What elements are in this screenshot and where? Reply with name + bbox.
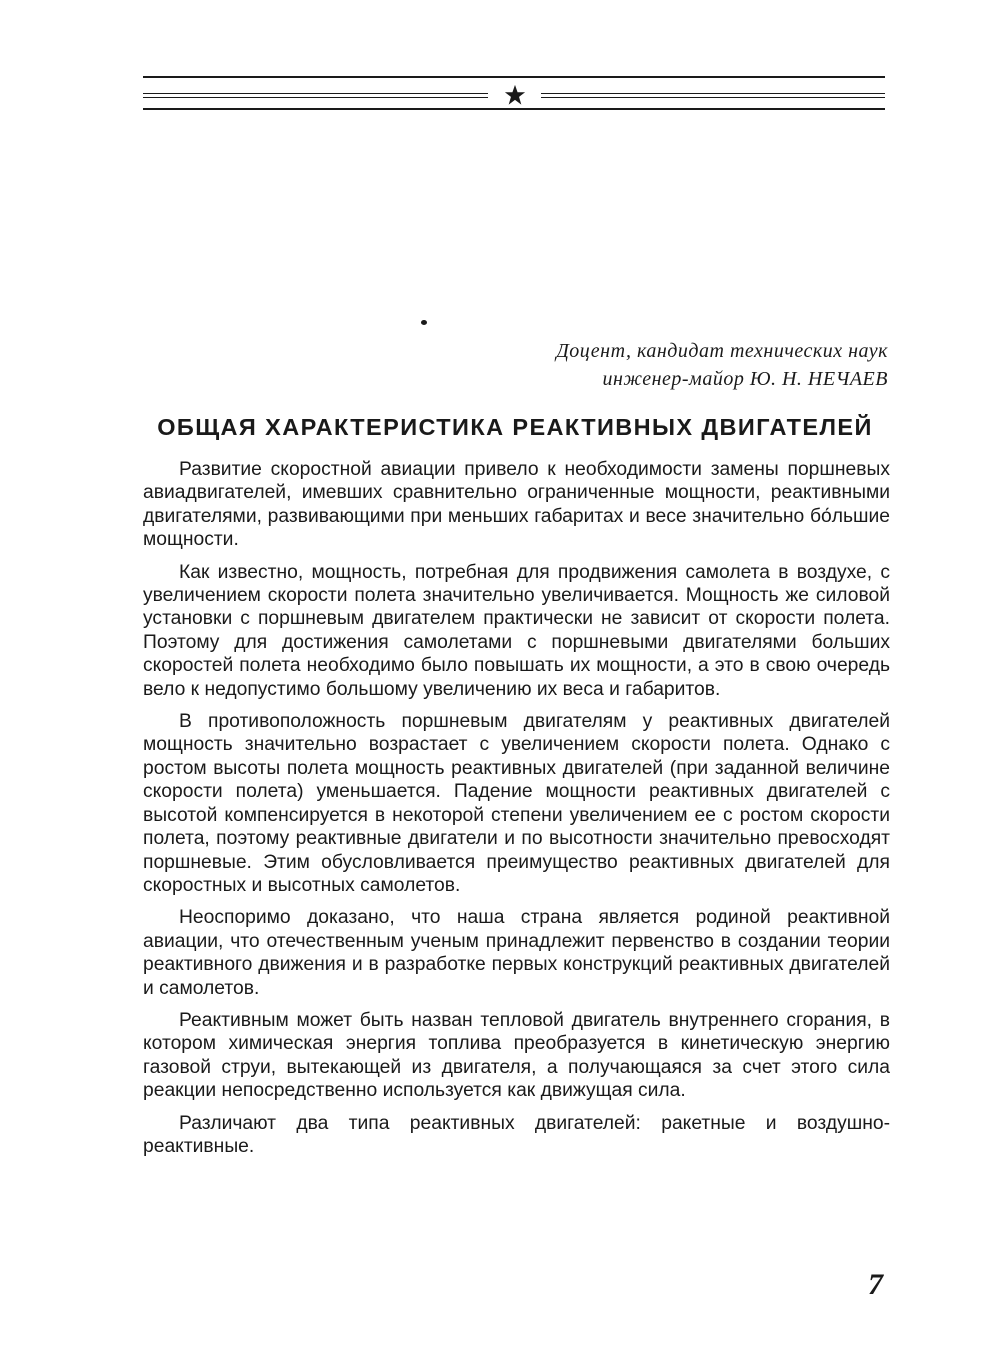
ornament-rule-bottom xyxy=(143,108,885,110)
author-credentials: Доцент, кандидат технических наук xyxy=(556,340,888,362)
ornament-rule-left-lower xyxy=(143,97,488,98)
header-ornament xyxy=(143,74,885,114)
article-title: ОБЩАЯ ХАРАКТЕРИСТИКА РЕАКТИВНЫХ ДВИГАТЕЛЕЙ xyxy=(157,414,873,440)
ornament-rule-right xyxy=(541,93,885,94)
ornament-rule-left xyxy=(143,93,488,94)
paragraph: В противоположность поршневым двигателям у реактивных двигателей мощность значительно возрастает с увеличением скорости полета. Однако с ростом высоты полета мощность реактивных двигателей (при заданной величине скорости полета) уменьшается. Падение мощности реактивных двигателей с высотой компенсируется в некоторой степени увеличением ее с ростом скорости полета, поэтому реактивные двигатели и по высотности значительно превосходят поршневые. Этим обусловливается преимущество реактивных двигателей для скоростных и высотных самолетов. xyxy=(143,711,890,896)
print-speck xyxy=(421,320,427,325)
paragraph: Различают два типа реактивных двигателей: ракетные и воздушно-реактивные. xyxy=(143,1112,890,1157)
paragraph: Как известно, мощность, потребная для продвижения самолета в воздухе, с увеличением скорости полета значительно увеличивается. Мощность же силовой установки с поршневым двигателем практически не зависит от скорости полета. Поэтому для достижения самолетами с поршневыми двигателями больших скоростей полета необходимо было повышать их мощности, а это в свою очередь вело к недопустимо большому увеличению их веса и габаритов. xyxy=(143,561,890,700)
author-block xyxy=(556,337,888,393)
page-number: 7 xyxy=(868,1268,883,1301)
paragraph: Реактивным может быть назван тепловой двигатель внутреннего сгорания, в котором химическая энергия топлива преобразуется в кинетическую энергию газовой струи, вытекающей из двигателя, а получающаяся за счет этого сила реакции непосредственно используется как движущая сила. xyxy=(143,1009,890,1102)
ornament-rule-top xyxy=(143,76,885,78)
star-icon xyxy=(504,84,526,106)
author-name: инженер-майор Ю. Н. НЕЧАЕВ xyxy=(602,368,888,390)
article-body xyxy=(143,458,890,1167)
paragraph: Неоспоримо доказано, что наша страна является родиной реактивной авиации, что отечественным ученым принадлежит первенство в создании теории реактивного движения и в разработке первых конструкций реактивных двигателей и самолетов. xyxy=(143,907,890,999)
ornament-rule-right-lower xyxy=(541,97,885,98)
paragraph: Развитие скоростной авиации привело к необходимости замены поршневых авиадвигателей, имевших сравнительно ограниченные мощности, реактивными двигателями, развивающими при меньших габаритах и весе значительно бо́льшие мощности. xyxy=(143,459,890,551)
